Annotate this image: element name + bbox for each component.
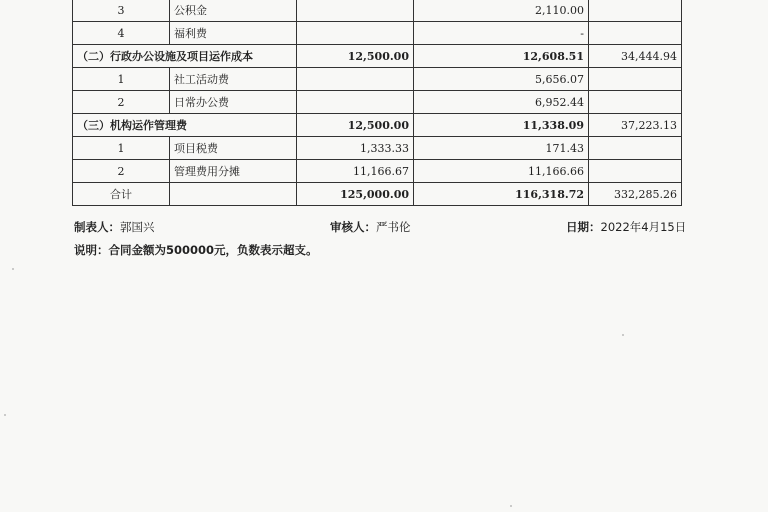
reviewer-label: 审核人： bbox=[330, 220, 376, 234]
scan-speck bbox=[4, 414, 6, 416]
budget-cell: 12,500.00 bbox=[297, 45, 414, 68]
date-label: 日期： bbox=[566, 220, 601, 234]
extra-cell bbox=[589, 137, 682, 160]
budget-cell: 11,166.67 bbox=[297, 160, 414, 183]
name-cell: 社工活动费 bbox=[170, 68, 297, 91]
extra-cell bbox=[589, 22, 682, 45]
budget-cell bbox=[297, 91, 414, 114]
index-cell: 1 bbox=[73, 68, 170, 91]
note bbox=[74, 242, 318, 258]
note-label: 说明： bbox=[74, 243, 109, 257]
scan-speck bbox=[510, 505, 512, 507]
reviewer bbox=[330, 219, 411, 235]
name-cell: 公积金 bbox=[170, 0, 297, 22]
index-cell: 1 bbox=[73, 137, 170, 160]
preparer-label: 制表人： bbox=[74, 220, 120, 234]
budget-cell: 1,333.33 bbox=[297, 137, 414, 160]
preparer bbox=[74, 219, 155, 235]
actual-cell: 116,318.72 bbox=[414, 183, 589, 206]
extra-cell bbox=[589, 91, 682, 114]
section-row bbox=[73, 114, 682, 137]
note-text: 合同金额为500000元，负数表示超支。 bbox=[108, 243, 318, 257]
expense-table bbox=[72, 0, 682, 206]
extra-cell bbox=[589, 160, 682, 183]
name-cell: 管理费用分摊 bbox=[170, 160, 297, 183]
budget-cell bbox=[297, 22, 414, 45]
budget-cell: 125,000.00 bbox=[297, 183, 414, 206]
actual-cell: - bbox=[414, 22, 589, 45]
section-label-cell: （二）行政办公设施及项目运作成本 bbox=[73, 45, 297, 68]
scan-speck bbox=[12, 268, 14, 270]
index-cell: 合计 bbox=[73, 183, 170, 206]
actual-cell: 5,656.07 bbox=[414, 68, 589, 91]
table-row bbox=[73, 91, 682, 114]
table-row bbox=[73, 68, 682, 91]
index-cell: 4 bbox=[73, 22, 170, 45]
report-date bbox=[566, 219, 686, 235]
extra-cell bbox=[589, 68, 682, 91]
preparer-name: 郭国兴 bbox=[120, 220, 155, 234]
actual-cell: 171.43 bbox=[414, 137, 589, 160]
actual-cell: 12,608.51 bbox=[414, 45, 589, 68]
expense-table-body bbox=[73, 0, 682, 206]
table-row bbox=[73, 137, 682, 160]
extra-cell bbox=[589, 0, 682, 22]
table-row bbox=[73, 0, 682, 22]
budget-cell bbox=[297, 68, 414, 91]
name-cell: 项目税费 bbox=[170, 137, 297, 160]
extra-cell: 332,285.26 bbox=[589, 183, 682, 206]
index-cell: 2 bbox=[73, 160, 170, 183]
table-row bbox=[73, 22, 682, 45]
extra-cell: 37,223.13 bbox=[589, 114, 682, 137]
name-cell: 日常办公费 bbox=[170, 91, 297, 114]
section-row bbox=[73, 45, 682, 68]
actual-cell: 2,110.00 bbox=[414, 0, 589, 22]
reviewer-name: 严书伦 bbox=[376, 220, 411, 234]
name-cell: 福利费 bbox=[170, 22, 297, 45]
section-label-cell: （三）机构运作管理费 bbox=[73, 114, 297, 137]
actual-cell: 6,952.44 bbox=[414, 91, 589, 114]
actual-cell: 11,166.66 bbox=[414, 160, 589, 183]
name-cell bbox=[170, 183, 297, 206]
index-cell: 3 bbox=[73, 0, 170, 22]
total-row bbox=[73, 183, 682, 206]
scan-speck bbox=[622, 334, 624, 336]
actual-cell: 11,338.09 bbox=[414, 114, 589, 137]
index-cell: 2 bbox=[73, 91, 170, 114]
budget-cell bbox=[297, 0, 414, 22]
table-row bbox=[73, 160, 682, 183]
extra-cell: 34,444.94 bbox=[589, 45, 682, 68]
date-value: 2022年4月15日 bbox=[600, 220, 687, 234]
budget-cell: 12,500.00 bbox=[297, 114, 414, 137]
